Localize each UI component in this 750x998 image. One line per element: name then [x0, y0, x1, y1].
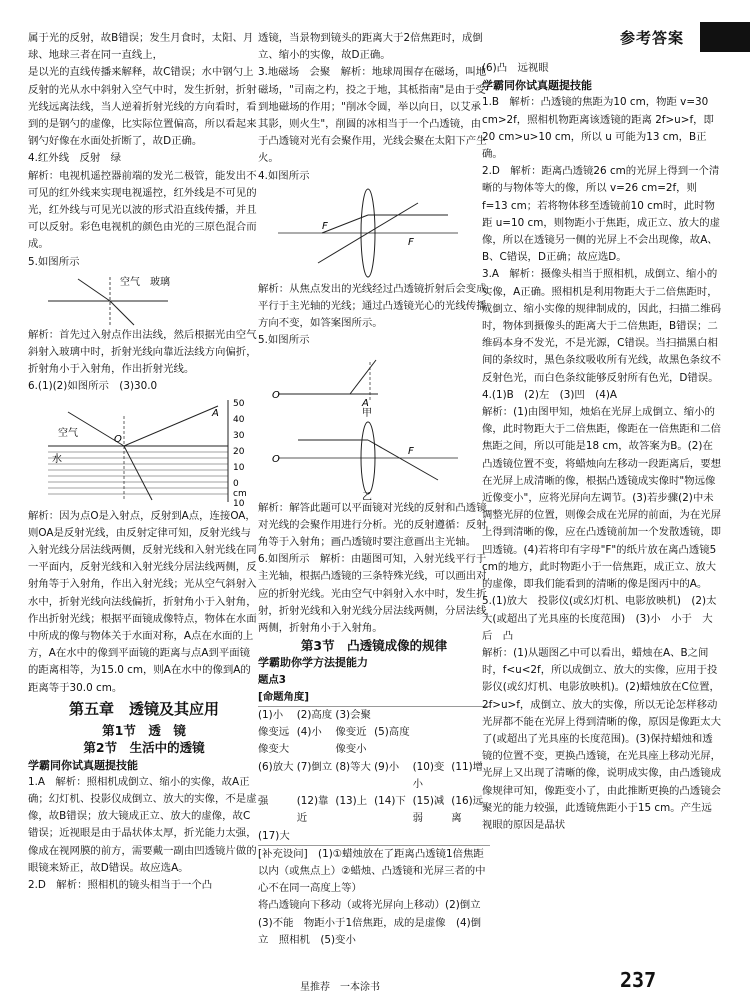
grid-cell: (17)大: [258, 829, 290, 842]
label-a: A: [362, 397, 369, 409]
label-air: 空气: [58, 427, 78, 439]
convex-lens-diagram: [258, 185, 490, 281]
grid-cell: (7)倒立: [296, 760, 333, 773]
explanation-q6: 解析：因为点O是入射点，反射到A点，连接OA，则OA是反射光线，由反射定律可知，反射光线与入射光线分居法线两侧，反射光线和入射光线在同一平面内，反射光线和入射光线分居法线两侧，反射角等于入射角，作出入射光线；光从空气斜射入水中，折射光线向法线偏折，折射角小于入射角，作出折射光线；根据平面镜成像特点，物体在水面中所成的像与物体关于水面对称，A点在水面的上方，A在水中的像到平面镜的距离与点A到平面镜的距离相等，为15.0 cm，则A在水中的像到A的距离等于30.0 cm。: [28, 509, 257, 694]
paragraph: 是以光的直线传播来解释，故C错误；水中钢勺上反射的光从水中斜射入空气中时，发生折射，折射光线远离法线，当人逆着折射光线的方向看时，看到的是钢勺的虚像，比实际位置偏高，所以看起来钢勺好像在水面处折断了，故D正确。: [28, 66, 257, 148]
grid-cell: (1)小: [258, 709, 284, 722]
tick-40: 40: [233, 414, 245, 425]
explanation-4: 解析：(1)由图甲知，烛焰在光屏上成倒立、缩小的像，此时物距大于二倍焦距，像距在一倍焦距和二倍焦距之间，所以可能是18 cm，故答案为B。(2)在凸透镜位置不变，将蜡烛向左移动一段距离后，要想在光屏上成清晰的像，根据凸透镜成实像时"物远像近像变小"，应将光屏向左调节。(3)若步骤(2)中未调整光屏的位置，则像会成在光屏的前面，为在光屏上得到清晰的像，应在凸透镜前加一个发散透镜，即凹透镜。(4)若将印有字母"F"的纸片放在离凸透镜5 cm的地方，此时物距小于一倍焦距，成正立、放大的虚像，即我们能看到的清晰的像是图丙中的A。: [482, 406, 721, 591]
grid-cell: (13)上: [335, 795, 368, 808]
section-title-1: 第1节 透 镜: [102, 723, 186, 739]
figure-q5: [28, 271, 260, 327]
tick-10b: 10: [233, 498, 245, 508]
water-refraction-diagram: [28, 396, 260, 508]
grid-cell: (15)减弱: [412, 795, 445, 825]
grid-cell: (11)增: [451, 760, 484, 773]
grid-cell: (10)变小: [412, 760, 445, 790]
paragraph: (6)凸 远视眼: [482, 62, 549, 74]
page-number: 237: [620, 968, 657, 992]
column-left: [28, 30, 260, 894]
tick-10: 10: [233, 462, 245, 473]
tick-0: 0: [233, 478, 239, 489]
grid-cell: (12)靠近: [296, 795, 329, 825]
answer-q5: 5.如图所示: [28, 255, 80, 268]
header-title: 参考答案: [619, 29, 684, 47]
answer-q3: 3.地磁场 会聚 解析：地球周围存在磁场，叫地磁场，"司南之杓，投之于地，其柢指南"是由于受到地磁场的作用；"削冰令圆，举以向日，以艾承其影，则火生"，削圆的冰相当于一个凸透镜，由于凸透镜对光有会聚作用，光线会聚在太阳下产生火。: [258, 66, 487, 165]
label-jia: 甲: [362, 407, 372, 419]
tick-20: 20: [233, 446, 245, 457]
practice-heading: 学霸同你试真题提技能: [28, 758, 138, 772]
grid-cell: [374, 707, 413, 724]
grid-cell: (4)小: [296, 726, 322, 739]
refraction-diagram: [28, 271, 260, 327]
practice-heading: 学霸同你试真题提技能: [482, 79, 592, 93]
answer-q6: 6.(1)(2)如图所示 (3)30.0: [28, 380, 158, 393]
column-middle: [258, 30, 490, 949]
tick-50: 50: [233, 398, 245, 409]
answer-5: 5.(1)放大 投影仪(或幻灯机、电影放映机) (2)太大(或超出了光具座的长度范围) (3)小 小于 大 后 凸: [482, 595, 724, 642]
column-right: [482, 60, 722, 834]
answer-q4: 4.如图所示: [258, 169, 310, 182]
grid-cell: (3)会聚: [335, 709, 371, 722]
answer-1: 1.A 解析：照相机成倒立、缩小的实像，故A正确；幻灯机、投影仪成倒立、放大的实像，不是虚像，故B错误；放大镜成正立、放大的虚像，故C错误；近视眼是由于晶状体太厚，折光能力太强，像成在视网膜的前方，需要戴一副由凹透镜片做的眼镜来矫正，故D错误。故应选A。: [28, 775, 257, 874]
figure-q4: [258, 185, 490, 281]
paragraph: 透镜，当景物到镜头的距离大于2倍焦距时，成倒立、缩小的实像，故D正确。: [258, 32, 483, 62]
footer-brand: 星推荐 一本涂书: [300, 982, 380, 993]
grid-cell: [413, 707, 452, 724]
method-heading: 学霸助你学方法提能力: [258, 656, 368, 670]
label-yi: 乙: [362, 491, 372, 500]
grid-cell: (8)等大: [335, 760, 371, 773]
label-o: O: [114, 433, 122, 445]
label-o: O: [272, 389, 280, 401]
paragraph: 属于光的反射，故B错误；发生月食时，太阳、月球、地球三者在同一直线上，: [28, 32, 254, 62]
answer-3: 3.A 解析：摄像头相当于照相机，成倒立、缩小的实像，A正确。照相机是利用物距大于二倍焦距时，成倒立、缩小实像的规律制成的，因此，扫描二维码时，物体到摄像头的距离大于二倍焦距，B错误；二维码本身不发光，不是光源，C错误。当扫描黑白相间的条纹时，黑色条纹吸收所有光线，故黑色条纹不反射色光，而白色条纹能够反射所有色光，D错误。: [482, 268, 721, 384]
explanation-q5: 解析：首先过入射点作出法线，然后根据光由空气斜射入玻璃中时，折射光线向靠近法线方向偏折，折射角小于入射角，作出折射光线。: [28, 328, 257, 376]
explanation-q4: 解析：电视机遥控器前端的发光二极管，能发出不可见的红外线来实现电视遥控，红外线是不可见的光，红外线与可见光以波的形式沿直线传播，并且可以反射。彩色电视机的颜色由光的三原色混合而成。: [28, 169, 257, 251]
label-f2: F: [408, 236, 414, 248]
grid-cell: [413, 724, 452, 758]
label-glass: 玻璃: [150, 276, 170, 288]
mirror-lens-diagram: [258, 350, 490, 500]
explanation-q5: 解析：解答此题可以平面镜对光线的反射和凸透镜对光线的会聚作用进行分析。光的反射遵循：反射角等于入射角；画凸透镜时要注意画出主光轴。: [258, 501, 487, 549]
grid-cell: (9)小: [374, 760, 400, 773]
header-black-block: [700, 22, 750, 52]
explanation-q4: 解析：从焦点发出的光线经过凸透镜折射后会变成平行于主光轴的光线；通过凸透镜光心的光线传播方向不变，如答案图所示。: [258, 282, 487, 330]
explanation-5: 解析：(1)从题图乙中可以看出，蜡烛在A、B之间时，f<u<2f，所以成倒立、放大的实像，应用于投影仪(或幻灯机、电影放映机)。(2)蜡烛放在C位置，2f>u>f，成倒立、放大的实像，所以无论怎样移动光屏都不能在光屏上得到清晰的像，原因是像距太大了(或超出了光具座的长度范围)。(3)保持蜡烛和透镜的位置不变，更换凸透镜，在光具座上移动光屏，光屏上又出现了清晰的像，说明成实像，由凸透镜成像规律可知，像距变小了，由此推断更换的凸透镜会聚光的能力较强，此透镜焦距小于15 cm。产生远视眼的原因是晶状: [482, 646, 721, 831]
label-f1: F: [322, 220, 328, 232]
supplement-question: [补充设问] (1)①蜡烛放在了距离凸透镜1倍焦距以内（或焦点上）②蜡烛、凸透镜和光屏三者的中心不在同一高度上等）: [258, 847, 486, 895]
grid-cell: 强: [258, 795, 269, 808]
answer-q5: 5.如图所示: [258, 334, 310, 347]
label-air: 空气: [120, 276, 140, 288]
topic-label: 题点3: [258, 673, 287, 686]
grid-cell: (6)放大: [258, 760, 294, 773]
chapter-title: 第五章 透镜及其应用: [68, 699, 219, 718]
label-o2: O: [272, 453, 280, 465]
answer-1: 1.B 解析：凸透镜的焦距为10 cm，物距 v=30 cm>2f，照相机物距离该透镜的距离 2f>u>f，即20 cm>u>10 cm，所以 u 可能为13 cm，B正确。: [482, 96, 714, 161]
section-title-3: 第3节 凸透镜成像的规律: [300, 638, 448, 654]
unit-cm: cm: [233, 488, 247, 499]
figure-q5: [258, 350, 490, 500]
answer-2: 2.D 解析：照相机的镜头相当于一个凸: [28, 878, 213, 891]
answer-grid: [258, 706, 490, 846]
answer-2: 2.D 解析：距离凸透镜26 cm的光屏上得到一个清晰的与物体等大的像，所以 v=26 cm=2f，则f=13 cm；若将物体移至透镜前10 cm时，此时物距 u=10 cm，则物距小于焦距，成正立、放大的虚像，所以在透镜另一侧的光屏上不会出现像，故A、B、C错误，D正确；故应选D。: [482, 165, 720, 264]
grid-cell: (16)远离: [451, 795, 484, 825]
angle-label: [命题角度]: [258, 690, 310, 703]
figure-q6: [28, 396, 260, 508]
answer-q6: 6.如图所示 解析：由题图可知，入射光线平行于主光轴，根据凸透镜的三条特殊光线，可以画出对应的折射光线。光由空气中斜射入水中时，发生折射，折射光线和入射光线分居法线两侧，分居法线两侧，折射角小于入射角。: [258, 553, 487, 635]
supplement-answer: 将凸透镜向下移动（或将光屏向上移动）(2)倒立 (3)不能 物距小于1倍焦距，成的是虚像 (4)倒立 照相机 (5)变小: [258, 899, 491, 946]
grid-cell: (5)高度: [374, 726, 410, 739]
label-f: F: [408, 445, 414, 457]
section-title-2: 第2节 生活中的透镜: [83, 740, 205, 756]
label-water: 水: [52, 453, 62, 465]
answer-q4: 4.红外线 反射 绿: [28, 152, 122, 165]
grid-cell: 像变近像变小: [335, 726, 367, 756]
label-a: A: [212, 407, 219, 419]
grid-cell: (14)下: [374, 795, 406, 808]
tick-30: 30: [233, 430, 245, 441]
answer-4: 4.(1)B (2)左 (3)凹 (4)A: [482, 388, 617, 401]
grid-cell: (2)高度: [296, 709, 333, 722]
grid-cell: 像变远像变大: [258, 726, 290, 756]
